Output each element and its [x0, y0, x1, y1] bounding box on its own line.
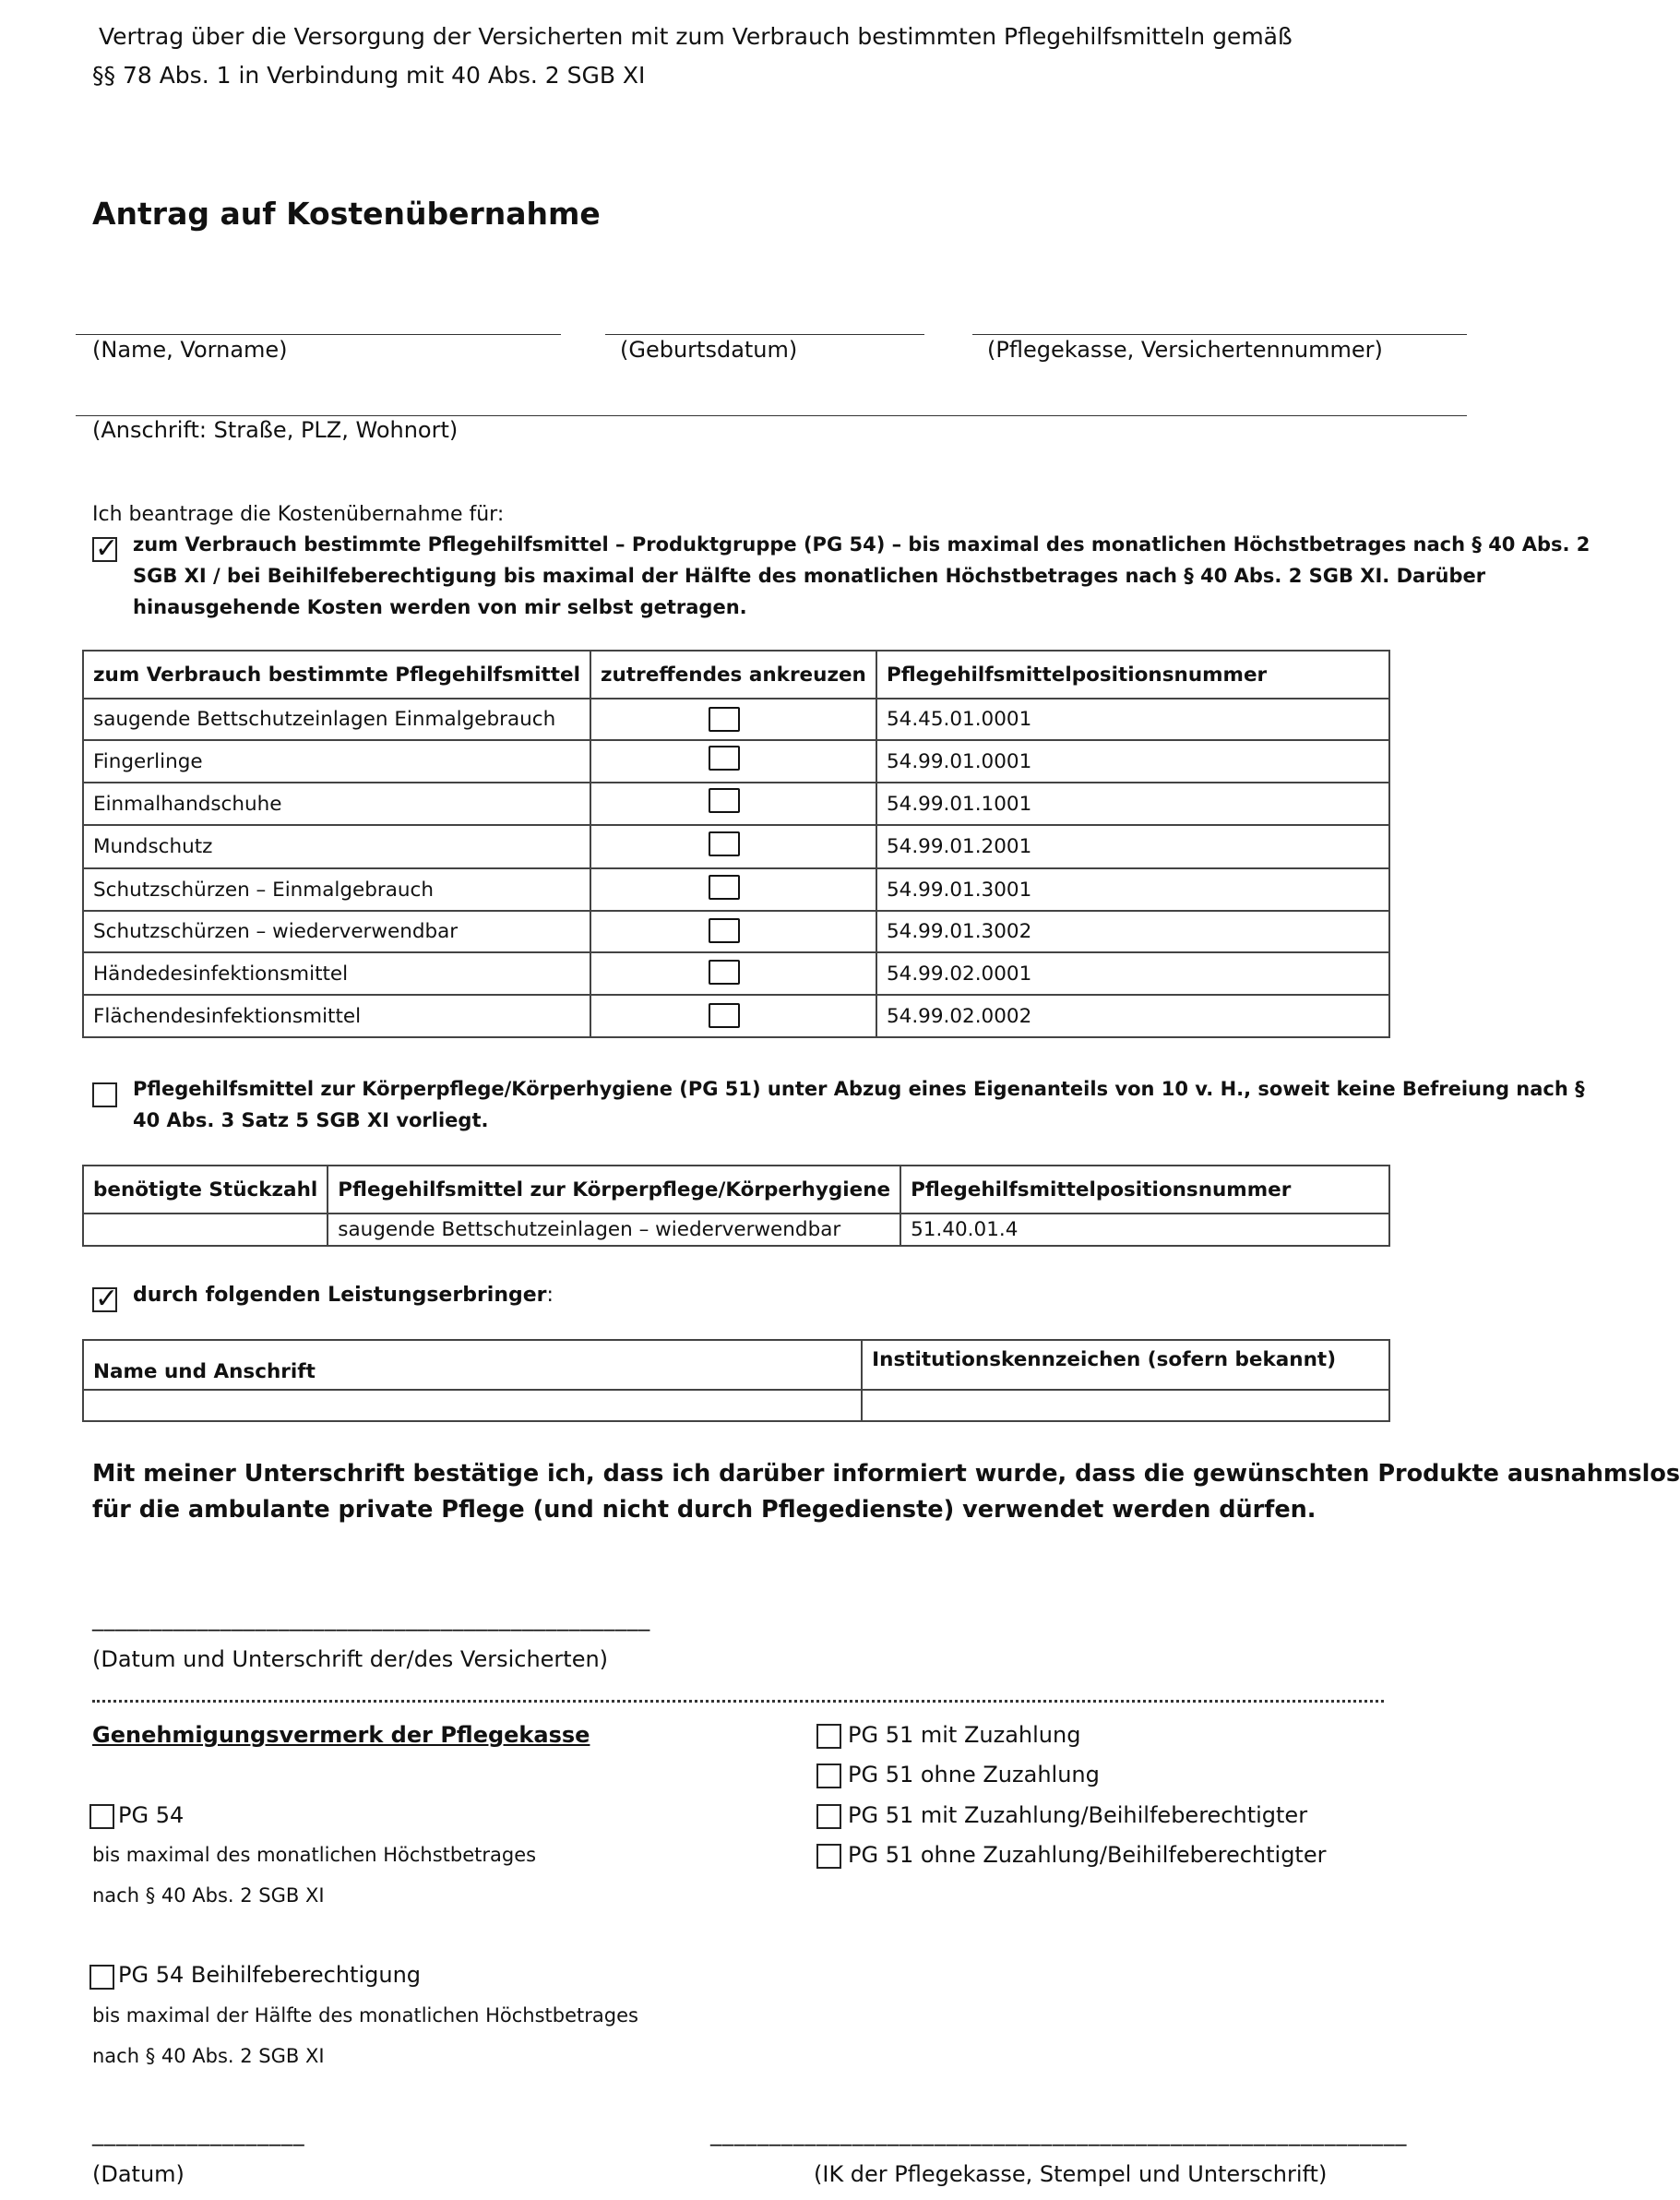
confirmation-line-1: Mit meiner Unterschrift bestätige ich, dass ich darüber informiert wurde, dass die gewünschten Produkte ausnahmslos: [92, 1460, 1680, 1488]
insurance-label: (Pflegekasse, Versichertennummer): [987, 337, 1383, 363]
checkmark-icon: ✓: [95, 1283, 119, 1315]
item-checkbox[interactable]: [709, 1003, 740, 1028]
item-number: 51.40.01.4: [900, 1214, 1389, 1246]
table-header-row: [83, 651, 1389, 699]
pg51-option-label: PG 51 mit Zuzahlung: [848, 1722, 1081, 1748]
item-name: Schutzschürzen – wiederverwendbar: [83, 911, 590, 952]
table-header: zum Verbrauch bestimmte Pflegehilfsmittel: [83, 651, 590, 699]
table-row: [83, 1214, 1389, 1246]
request-intro: Ich beantrage die Kostenübernahme für:: [92, 503, 505, 526]
pg54-text-line-1: zum Verbrauch bestimmte Pflegehilfsmittel – Produktgruppe (PG 54) – bis maximal des monatlichen Höchstbetrages nach § 40 Abs. 2: [133, 533, 1591, 556]
item-name: Flächendesinfektionsmittel: [83, 995, 590, 1037]
pg54-checkbox[interactable]: [92, 532, 119, 565]
item-name: Fingerlinge: [83, 740, 590, 783]
table-header: Pflegehilfsmittel zur Körperpflege/Körperhygiene: [328, 1166, 900, 1214]
ik-label: (IK der Pflegekasse, Stempel und Unterschrift): [814, 2161, 1328, 2187]
provider-checkbox[interactable]: [92, 1283, 119, 1315]
pg51-ohne-zuzahlung-beihilfe-checkbox[interactable]: [816, 1844, 841, 1869]
pg54-approval-checkbox[interactable]: [89, 1804, 114, 1829]
item-checkbox[interactable]: [709, 875, 740, 900]
item-name: Mundschutz: [83, 825, 590, 868]
provider-ik-cell[interactable]: [862, 1390, 1389, 1421]
item-number: 54.99.01.1001: [876, 783, 1389, 825]
item-number: 54.99.01.3002: [876, 911, 1389, 952]
pg51-text-line-1: Pflegehilfsmittel zur Körperpflege/Körperhygiene (PG 51) unter Abzug eines Eigenanteils von 10 v. H., soweit keine Befreiung nach §: [133, 1078, 1585, 1100]
pg51-zuzahlung-beihilfe-checkbox[interactable]: [816, 1804, 841, 1829]
name-line[interactable]: [76, 334, 561, 335]
item-number: 54.99.01.3001: [876, 868, 1389, 911]
birthdate-label: (Geburtsdatum): [620, 337, 798, 363]
provider-label-text: durch folgenden Leistungserbringer: [133, 1284, 547, 1307]
item-name: saugende Bettschutzeinlagen Einmalgebrauch: [83, 699, 590, 740]
pg51-option-label: PG 51 ohne Zuzahlung/Beihilfeberechtigter: [848, 1842, 1327, 1868]
item-number: 54.45.01.0001: [876, 699, 1389, 740]
ik-line[interactable]: ___________________________________________________________: [710, 2121, 1408, 2146]
item-checkbox[interactable]: [709, 831, 740, 856]
pg51-zuzahlung-checkbox[interactable]: [816, 1724, 841, 1749]
item-name: saugende Bettschutzeinlagen – wiederverwendbar: [328, 1214, 900, 1246]
table-header: Pflegehilfsmittelpositionsnummer: [876, 651, 1389, 699]
pg54-text-line-3: hinausgehende Kosten werden von mir selbst getragen.: [133, 596, 747, 618]
table-header: Name und Anschrift: [83, 1340, 862, 1390]
item-number: 54.99.02.0002: [876, 995, 1389, 1037]
pg54b-approval-desc-2: nach § 40 Abs. 2 SGB XI: [92, 2045, 325, 2067]
item-checkbox[interactable]: [709, 788, 740, 813]
item-checkbox[interactable]: [709, 918, 740, 943]
provider-label-colon: :: [546, 1284, 554, 1307]
provider-name-cell[interactable]: [83, 1390, 862, 1421]
pg51-text-line-2: 40 Abs. 3 Satz 5 SGB XI vorliegt.: [133, 1109, 489, 1131]
provider-table: [82, 1339, 1390, 1422]
item-checkbox[interactable]: [709, 960, 740, 985]
pg54-approval-desc-1: bis maximal des monatlichen Höchstbetrages: [92, 1844, 537, 1866]
checkmark-icon: ✓: [95, 532, 119, 565]
confirmation-line-2: für die ambulante private Pflege (und nicht durch Pflegedienste) verwendet werden dürfen.: [92, 1496, 1317, 1524]
date-label: (Datum): [92, 2161, 185, 2187]
pg54b-approval-label: PG 54 Beihilfeberechtigung: [118, 1962, 422, 1988]
pg51-table: [82, 1165, 1390, 1247]
page-title: Antrag auf Kostenübernahme: [92, 196, 601, 232]
item-number: 54.99.02.0001: [876, 952, 1389, 995]
approval-title: Genehmigungsvermerk der Pflegekasse: [92, 1722, 590, 1748]
address-label: (Anschrift: Straße, PLZ, Wohnort): [92, 417, 459, 443]
count-cell[interactable]: [83, 1214, 328, 1246]
table-header: Institutionskennzeichen (sofern bekannt): [862, 1340, 1389, 1390]
pg54b-approval-desc-1: bis maximal der Hälfte des monatlichen Höchstbetrages: [92, 2004, 638, 2027]
item-name: Schutzschürzen – Einmalgebrauch: [83, 868, 590, 911]
pg54b-approval-checkbox[interactable]: [89, 1965, 114, 1990]
signature-label: (Datum und Unterschrift der/des Versicherten): [92, 1646, 609, 1672]
name-label: (Name, Vorname): [92, 337, 288, 363]
item-number: 54.99.01.2001: [876, 825, 1389, 868]
provider-label: [133, 1284, 554, 1307]
table-header: benötigte Stückzahl: [83, 1166, 328, 1214]
address-line[interactable]: [76, 415, 1467, 416]
insurance-line[interactable]: [972, 334, 1467, 335]
item-name: Händedesinfektionsmittel: [83, 952, 590, 995]
pg54-approval-label: PG 54: [118, 1802, 185, 1828]
pg51-ohne-zuzahlung-checkbox[interactable]: [816, 1764, 841, 1788]
signature-line[interactable]: ________________________________________________: [92, 1606, 650, 1632]
pg54-text-line-2: SGB XI / bei Beihilfeberechtigung bis maximal der Hälfte des monatlichen Höchstbetrages nach § 40 Abs. 2 SGB XI. Darüber: [133, 565, 1486, 587]
item-name: Einmalhandschuhe: [83, 783, 590, 825]
pg51-option-label: PG 51 ohne Zuzahlung: [848, 1762, 1100, 1788]
table-row: [83, 1390, 1389, 1421]
header-line-2: §§ 78 Abs. 1 in Verbindung mit 40 Abs. 2 SGB XI: [92, 62, 646, 89]
table-header: zutreffendes ankreuzen: [590, 651, 876, 699]
pg54-approval-desc-2: nach § 40 Abs. 2 SGB XI: [92, 1884, 325, 1907]
pg51-checkbox[interactable]: [92, 1082, 117, 1107]
pg51-option-label: PG 51 mit Zuzahlung/Beihilfeberechtigter: [848, 1802, 1308, 1828]
dotted-separator: [92, 1700, 1384, 1703]
header-line-1: Vertrag über die Versorgung der Versicherten mit zum Verbrauch bestimmten Pflegehilfsmitteln gemäß: [99, 23, 1293, 50]
table-header-row: [83, 1166, 1389, 1214]
item-checkbox[interactable]: [709, 746, 740, 771]
date-line[interactable]: __________________: [92, 2121, 305, 2146]
item-number: 54.99.01.0001: [876, 740, 1389, 783]
birthdate-line[interactable]: [605, 334, 924, 335]
item-checkbox[interactable]: [709, 707, 740, 732]
table-header-row: [83, 1340, 1389, 1390]
table-header: Pflegehilfsmittelpositionsnummer: [900, 1166, 1389, 1214]
